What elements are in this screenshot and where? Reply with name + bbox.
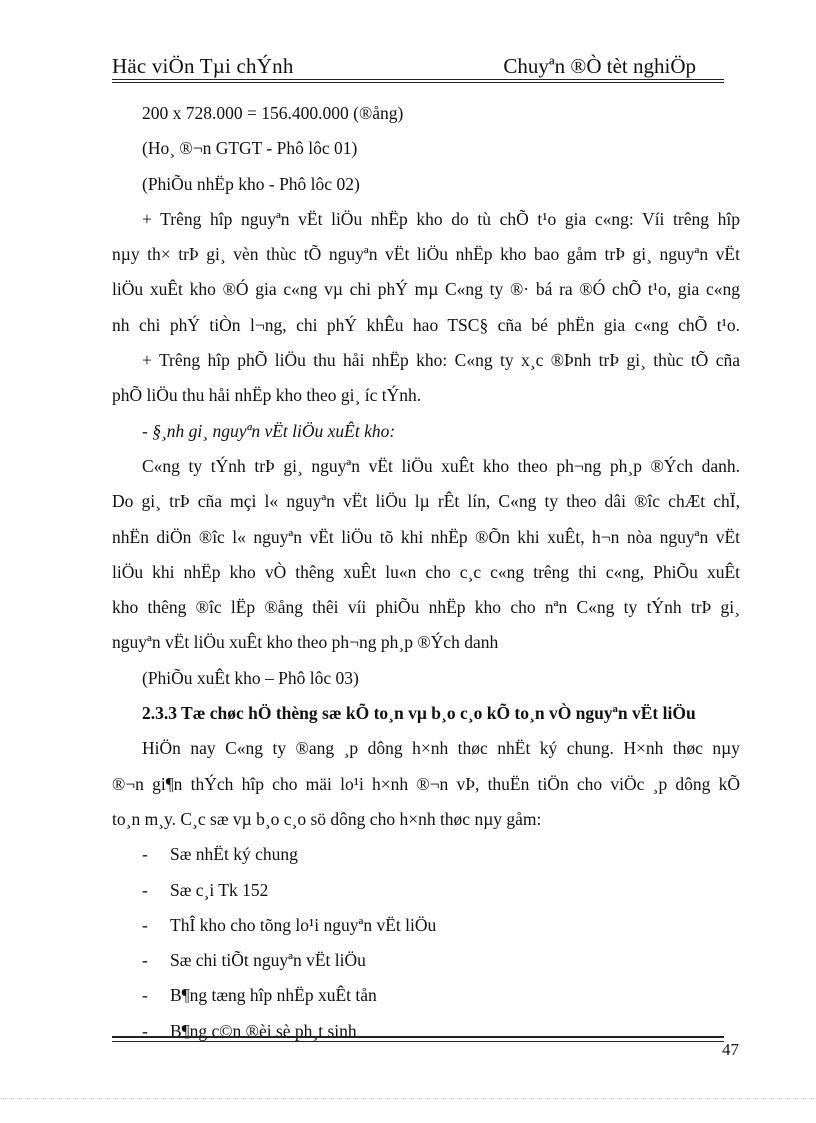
text-line: (Ho¸ ®¬n GTGT - Phô lôc 01): [142, 138, 358, 159]
header-document-type: Chuyªn ®Ò tèt nghiÖp: [503, 54, 696, 78]
list-item-text: B¶ng tæng hîp nhËp xuÊt tån: [170, 985, 377, 1006]
list-item: [112, 912, 740, 947]
list-item-text: Sæ nhËt ký chung: [170, 844, 298, 865]
text-line: Do gi¸ trÞ cña mçi l« nguyªn vËt liÖu lµ rÊt lín, C«ng ty theo dâi ®îc chÆt chÏ,: [112, 491, 740, 512]
text-line: + Trêng hîp phÕ liÖu thu håi nhËp kho: C«ng ty x¸c ®Þnh trÞ gi¸ thùc tÕ cña: [142, 350, 740, 371]
list-marker: -: [142, 950, 148, 971]
text-line: nguyªn vËt liÖu xuÊt kho theo ph¬ng ph¸p ®Ých danh: [112, 632, 499, 653]
list-item: [112, 947, 740, 982]
section-subheading: - §¸nh gi¸ nguyªn vËt liÖu xuÊt kho:: [142, 420, 396, 441]
text-line: (PhiÕu nhËp kho - Phô lôc 02): [142, 173, 360, 194]
text-line: (PhiÕu xuÊt kho – Phô lôc 03): [142, 667, 359, 688]
text-line: + Trêng hîp nguyªn vËt liÖu nhËp kho do tù chÕ t¹o gia c«ng: Víi trêng hîp: [142, 208, 740, 229]
text-line: liÖu xuÊt kho ®Ó gia c«ng vµ chi phÝ mµ C«ng ty ®· bá ra ®Ó chÕ t¹o, gia c«ng: [112, 279, 740, 300]
list-item-text: Sæ c¸i Tk 152: [170, 879, 269, 900]
section-heading: 2.3.3 Tæ chøc hÖ thèng sæ kÕ to¸n vµ b¸o c¸o kÕ to¸n vÒ nguyªn vËt liÖu: [142, 703, 696, 724]
list-item: [112, 877, 740, 912]
list-marker: -: [142, 844, 148, 865]
header-rule: [112, 79, 724, 80]
header-rule-thin: [112, 82, 724, 83]
page-body: [112, 100, 740, 1053]
page-number: 47: [722, 1040, 739, 1059]
footer-rule-thin: [112, 1041, 724, 1042]
text-line: C«ng ty tÝnh trÞ gi¸ nguyªn vËt liÖu xuÊt kho theo ph¬ng ph¸p ®Ých danh.: [142, 455, 740, 476]
list-item: [112, 841, 740, 876]
text-line: nµy th× trÞ gi¸ vèn thùc tÕ nguyªn vËt liÖu nhËp kho bao gåm trÞ gi¸ nguyªn vËt: [112, 244, 740, 265]
text-line: HiÖn nay C«ng ty ®ang ¸p dông h×nh thøc nhËt ký chung. H×nh thøc nµy: [142, 738, 740, 759]
list-item-text: B¶ng c©n ®èi sè ph¸t sinh: [170, 1020, 357, 1041]
text-line: to¸n m¸y. C¸c sæ vµ b¸o c¸o sö dông cho h×nh thøc nµy gåm:: [112, 808, 542, 829]
list-marker: -: [142, 879, 148, 900]
text-line: phÕ liÖu thu håi nhËp kho theo gi¸ íc tÝnh.: [112, 385, 422, 406]
list-marker: -: [142, 914, 148, 935]
header-institution: Häc viÖn Tµi chÝnh: [112, 54, 294, 78]
text-line: ®¬n gi¶n thÝch hîp cho mäi lo¹i h×nh ®¬n vÞ, thuËn tiÖn cho viÖc ¸p dông kÕ: [112, 773, 740, 794]
list-item-text: ThÎ kho cho tõng lo¹i nguyªn vËt liÖu: [170, 914, 437, 935]
footer-rule: [112, 1036, 724, 1038]
list-item-text: Sæ chi tiÕt nguyªn vËt liÖu: [170, 950, 366, 971]
list-item: [112, 982, 740, 1017]
list-marker: -: [142, 1020, 148, 1041]
text-line: 200 x 728.000 = 156.400.000 (®ång): [142, 103, 404, 123]
page-header: [112, 50, 724, 80]
text-line: kho thêng ®îc lËp ®ång thêi víi phiÕu nhËp kho cho nªn C«ng ty tÝnh trÞ gi¸: [112, 597, 740, 618]
page-boundary: [0, 1098, 816, 1099]
list-marker: -: [142, 985, 148, 1006]
text-line: nhËn diÖn ®îc l« nguyªn vËt liÖu tõ khi nhËp ®Õn khi xuÊt, h¬n nòa nguyªn vËt: [112, 526, 740, 547]
text-line: liÖu khi nhËp kho vÒ thêng xuÊt lu«n cho c¸c c«ng trêng thi c«ng, PhiÕu xuÊt: [112, 561, 740, 582]
text-line: nh chi phÝ tiÒn l¬ng, chi phÝ khÊu hao TSC§ cña bé phËn gia c«ng chÕ t¹o.: [112, 314, 740, 335]
